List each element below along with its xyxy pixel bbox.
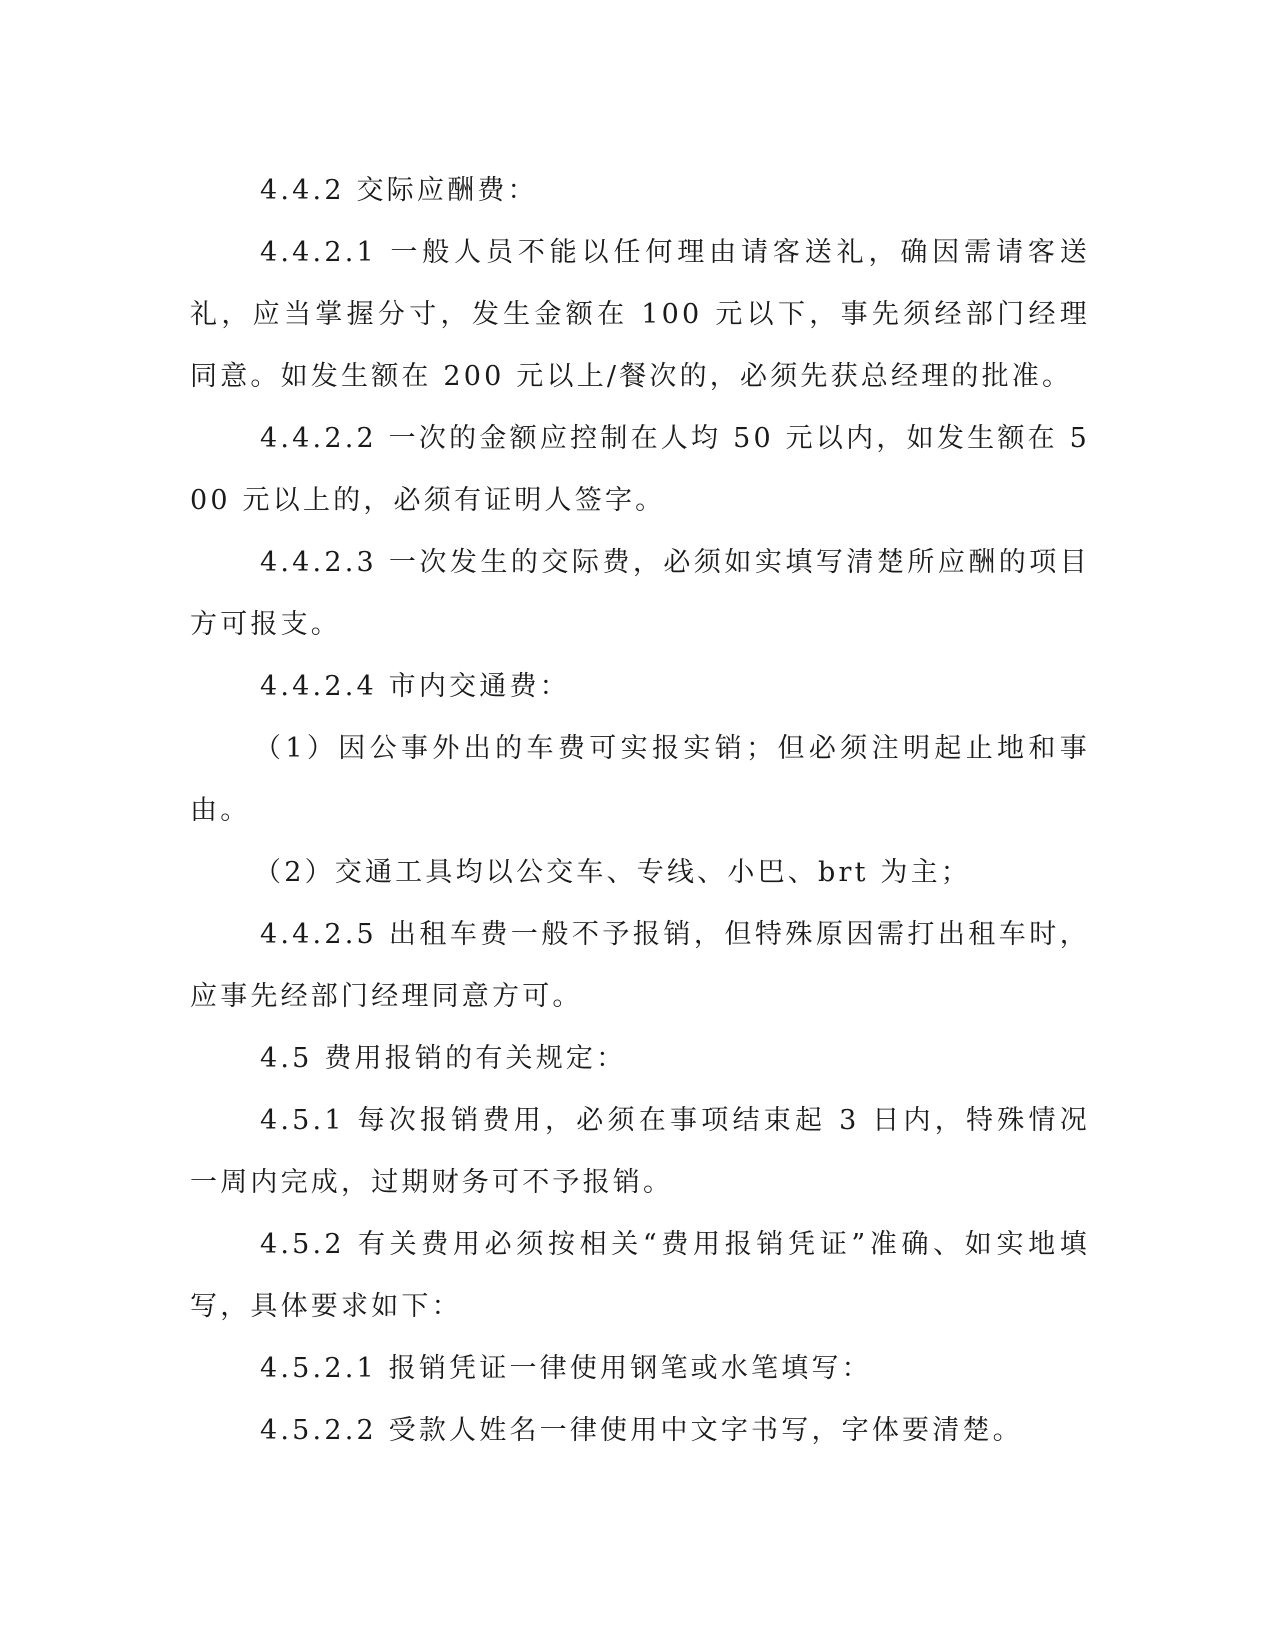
paragraph-4-4-2-1: 4.4.2.1 一般人员不能以任何理由请客送礼，确因需请客送礼，应当掌握分寸，发生金额在 100 元以下，事先须经部门经理同意。如发生额在 200 元以上/餐次的，必须先获总经理的批准。	[190, 237, 1090, 392]
paragraph-4-5-1: 4.5.1 每次报销费用，必须在事项结束起 3 日内，特殊情况一周内完成，过期财务可不予报销。	[190, 1105, 1090, 1198]
paragraph-4-5-2: 4.5.2 有关费用必须按相关“费用报销凭证”准确、如实地填写，具体要求如下：	[190, 1229, 1090, 1322]
list-item-2: （2）交通工具均以公交车、专线、小巴、brt 为主；	[254, 857, 972, 888]
list-item-1: （1）因公事外出的车费可实报实销；但必须注明起止地和事由。	[190, 733, 1090, 826]
paragraph-4-5: 4.5 费用报销的有关规定：	[260, 1043, 627, 1074]
paragraph-4-4-2: 4.4.2 交际应酬费：	[260, 175, 538, 206]
paragraph-4-4-2-4: 4.4.2.4 市内交通费：	[260, 671, 570, 702]
paragraph-4-4-2-5: 4.4.2.5 出租车费一般不予报销，但特殊原因需打出租车时，应事先经部门经理同意方可。	[190, 919, 1090, 1012]
paragraph-4-4-2-2: 4.4.2.2 一次的金额应控制在人均 50 元以内，如发生额在 500 元以上的，必须有证明人签字。	[190, 423, 1090, 516]
paragraph-4-5-2-1: 4.5.2.1 报销凭证一律使用钢笔或水笔填写：	[260, 1353, 872, 1384]
paragraph-4-5-2-2: 4.5.2.2 受款人姓名一律使用中文字书写，字体要清楚。	[260, 1415, 1023, 1446]
document-body	[190, 160, 1090, 1462]
paragraph-4-4-2-3: 4.4.2.3 一次发生的交际费，必须如实填写清楚所应酬的项目方可报支。	[190, 547, 1090, 640]
